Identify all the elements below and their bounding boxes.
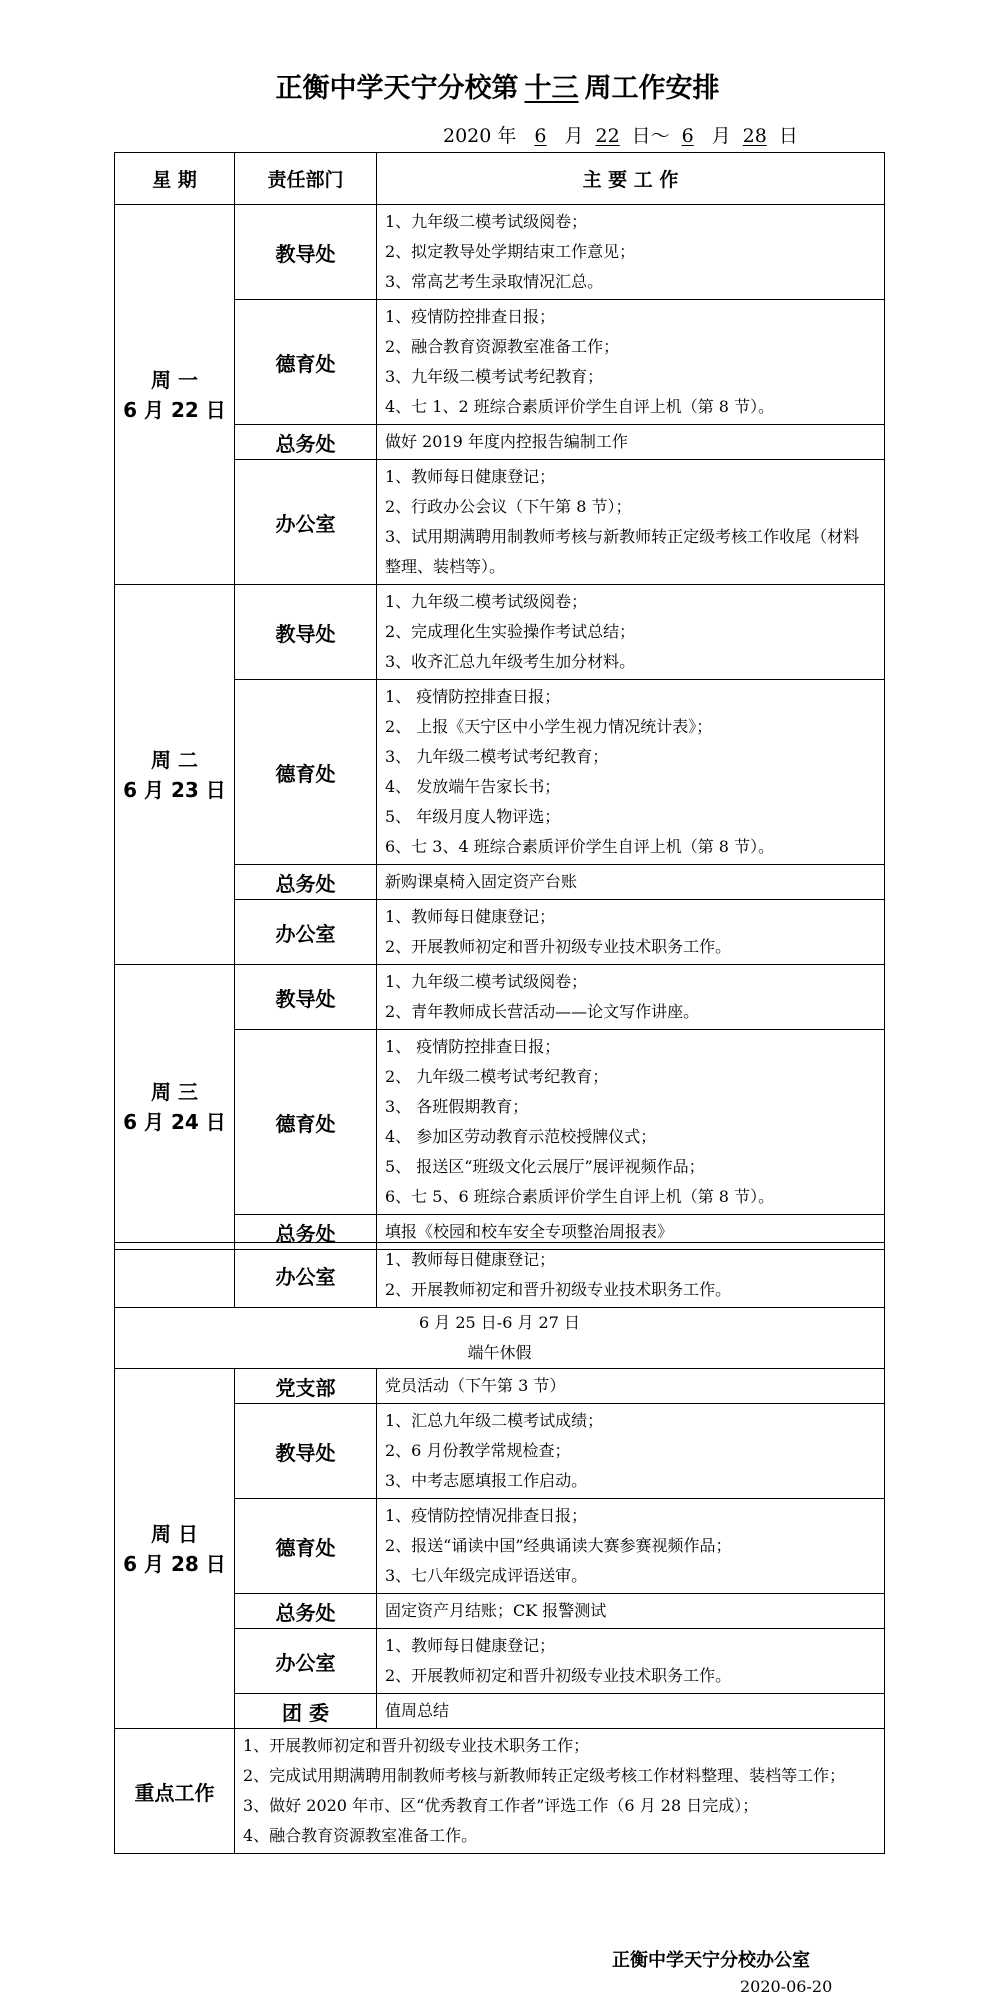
work-item: 1、 疫情防控排查日报；: [385, 687, 561, 706]
schedule-row: [115, 205, 885, 300]
work-items-cell: [377, 865, 885, 900]
schedule-row: [115, 1369, 885, 1404]
day-date: 6 月 24 日: [123, 1110, 226, 1134]
work-item: 1、汇总九年级二模考试成绩；: [385, 1411, 604, 1430]
work-item: 4、 参加区劳动教育示范校授牌仪式；: [385, 1127, 657, 1146]
work-item: 1、九年级二模考试级阅卷；: [385, 592, 588, 611]
work-item: 3、七八年级完成评语送审。: [385, 1566, 588, 1585]
work-item: 5、 年级月度人物评选；: [385, 807, 561, 826]
work-item: 1、开展教师初定和晋升初级专业技术职务工作；: [243, 1736, 590, 1755]
dept-cell: 党支部: [235, 1369, 377, 1404]
work-item: 2、6 月份教学常规检查；: [385, 1441, 571, 1460]
work-items-cell: [235, 1729, 885, 1854]
work-item: 固定资产月结账；CK 报警测试: [385, 1601, 607, 1620]
work-item: 1、九年级二模考试级阅卷；: [385, 212, 588, 231]
dept-cell: 办公室: [235, 1629, 377, 1694]
day-name: 周 三: [151, 1080, 198, 1104]
work-items-cell: [377, 1030, 885, 1215]
work-item: 2、完成理化生实验操作考试总结；: [385, 622, 636, 641]
work-item: 1、教师每日健康登记；: [385, 1636, 556, 1655]
work-item: 2、 九年级二模考试考纪教育；: [385, 1067, 609, 1086]
work-item: 1、九年级二模考试级阅卷；: [385, 972, 588, 991]
work-item: 6、七 5、6 班综合素质评价学生自评上机（第 8 节）。: [385, 1187, 775, 1206]
work-items-cell: [377, 900, 885, 965]
header-dept: 责任部门: [235, 153, 377, 205]
dept-cell: 总务处: [235, 1215, 377, 1250]
work-item: 4、七 1、2 班综合素质评价学生自评上机（第 8 节）。: [385, 397, 775, 416]
work-items-cell: [377, 585, 885, 680]
work-item: 4、 发放端午告家长书；: [385, 777, 561, 796]
dept-cell: 总务处: [235, 1594, 377, 1629]
work-item: 2、开展教师初定和晋升初级专业技术职务工作。: [385, 1666, 732, 1685]
week-number: 十三: [524, 73, 579, 104]
work-item: 4、融合教育资源教室准备工作。: [243, 1826, 478, 1845]
work-items-cell: [377, 425, 885, 460]
holiday-range: 6 月 25 日-6 月 27 日: [418, 1313, 580, 1332]
dept-cell: 总务处: [235, 865, 377, 900]
work-items-cell: [377, 1694, 885, 1729]
dept-cell: 教导处: [235, 585, 377, 680]
issuing-office: 正衡中学天宁分校办公室: [612, 1950, 810, 1971]
work-item: 3、试用期满聘用制教师考核与新教师转正定级考核工作收尾（材料整理、装档等）。: [385, 527, 860, 576]
work-item: 值周总结: [385, 1701, 450, 1720]
work-item: 1、疫情防控情况排查日报；: [385, 1506, 588, 1525]
work-item: 2、开展教师初定和晋升初级专业技术职务工作。: [385, 1280, 732, 1299]
work-item: 2、 上报《天宁区中小学生视力情况统计表》；: [385, 717, 713, 736]
work-item: 6、七 3、4 班综合素质评价学生自评上机（第 8 节）。: [385, 837, 775, 856]
day-cell-continued: [115, 1243, 235, 1308]
work-item: 3、做好 2020 年市、区“优秀教育工作者”评选工作（6 月 28 日完成）；: [243, 1796, 759, 1815]
day-name: 周 日: [151, 1521, 198, 1546]
header-work: 主 要 工 作: [377, 153, 885, 205]
work-item: 3、 各班假期教育；: [385, 1097, 529, 1116]
dept-cell: 团 委: [235, 1694, 377, 1729]
dept-cell: 办公室: [235, 900, 377, 965]
day-date: 6 月 22 日: [123, 397, 226, 422]
work-items-cell: [377, 460, 885, 585]
schedule-row: [115, 965, 885, 1030]
work-items-cell: [377, 1594, 885, 1629]
work-item: 2、报送“诵读中国”经典诵读大赛参赛视频作品；: [385, 1536, 732, 1555]
dept-cell: 教导处: [235, 1404, 377, 1499]
day-date: 6 月 28 日: [123, 1551, 226, 1576]
work-items-cell: [377, 1243, 885, 1308]
work-item: 做好 2019 年度内控报告编制工作: [385, 432, 628, 451]
work-items-cell: [377, 1629, 885, 1694]
work-item: 3、九年级二模考试考纪教育；: [385, 367, 604, 386]
work-item: 新购课桌椅入固定资产台账: [385, 872, 578, 891]
dept-cell: 总务处: [235, 425, 377, 460]
date-range: 2020 年 6 月 22 日～ 6 月 28 日: [443, 125, 798, 147]
dept-cell: 办公室: [235, 1243, 377, 1308]
page-title: 正衡中学天宁分校第 十三 周工作安排: [275, 73, 720, 104]
work-item: 1、教师每日健康登记；: [385, 467, 556, 486]
schedule-table-page2: [114, 1242, 885, 1854]
work-item: 2、开展教师初定和晋升初级专业技术职务工作。: [385, 937, 732, 956]
work-items-cell: [377, 300, 885, 425]
work-item: 1、教师每日健康登记；: [385, 1250, 556, 1269]
day-cell: [115, 965, 235, 1250]
work-items-cell: [377, 1369, 885, 1404]
issue-date: 2020-06-20: [740, 1977, 833, 1996]
work-item: 1、疫情防控排查日报；: [385, 307, 556, 326]
work-item: 2、拟定教导处学期结束工作意见；: [385, 242, 636, 261]
work-item: 2、融合教育资源教室准备工作；: [385, 337, 620, 356]
work-item: 党员活动（下午第 3 节）: [385, 1376, 566, 1395]
work-item: 填报《校园和校车安全专项整治周报表》: [385, 1222, 674, 1241]
work-item: 5、 报送区“班级文化云展厅”展评视频作品；: [385, 1157, 705, 1176]
day-date: 6 月 23 日: [123, 777, 226, 802]
day-name: 周 一: [151, 367, 198, 392]
work-items-cell: [377, 205, 885, 300]
work-item: 2、行政办公会议（下午第 8 节）；: [385, 497, 632, 516]
work-items-cell: [377, 680, 885, 865]
work-items-cell: [377, 1499, 885, 1594]
dept-cell: 德育处: [235, 1030, 377, 1215]
dept-cell: 教导处: [235, 965, 377, 1030]
work-item: 3、常高艺考生录取情况汇总。: [385, 272, 604, 291]
key-work-label: 重点工作: [115, 1729, 235, 1854]
dept-cell: 办公室: [235, 460, 377, 585]
work-item: 2、完成试用期满聘用制教师考核与新教师转正定级考核工作材料整理、装档等工作；: [243, 1766, 846, 1785]
dept-cell: 德育处: [235, 300, 377, 425]
work-item: 2、青年教师成长营活动——论文写作讲座。: [385, 1002, 700, 1021]
dept-cell: 教导处: [235, 205, 377, 300]
holiday-name: 端午休假: [467, 1343, 532, 1362]
day-name: 周 二: [151, 747, 198, 772]
header-day: 星 期: [115, 153, 235, 205]
schedule-row: [115, 585, 885, 680]
work-items-cell: [377, 1404, 885, 1499]
work-item: 1、教师每日健康登记；: [385, 907, 556, 926]
day-cell: [115, 585, 235, 965]
schedule-table-page1: [114, 152, 885, 1250]
work-item: 3、收齐汇总九年级考生加分材料。: [385, 652, 636, 671]
dept-cell: 德育处: [235, 680, 377, 865]
work-item: 1、 疫情防控排查日报；: [385, 1037, 561, 1056]
day-cell: [115, 1369, 235, 1729]
day-cell: [115, 205, 235, 585]
work-item: 3、中考志愿填报工作启动。: [385, 1471, 588, 1490]
holiday-cell: [115, 1308, 885, 1369]
work-items-cell: [377, 965, 885, 1030]
dept-cell: 德育处: [235, 1499, 377, 1594]
work-item: 3、 九年级二模考试考纪教育；: [385, 747, 609, 766]
